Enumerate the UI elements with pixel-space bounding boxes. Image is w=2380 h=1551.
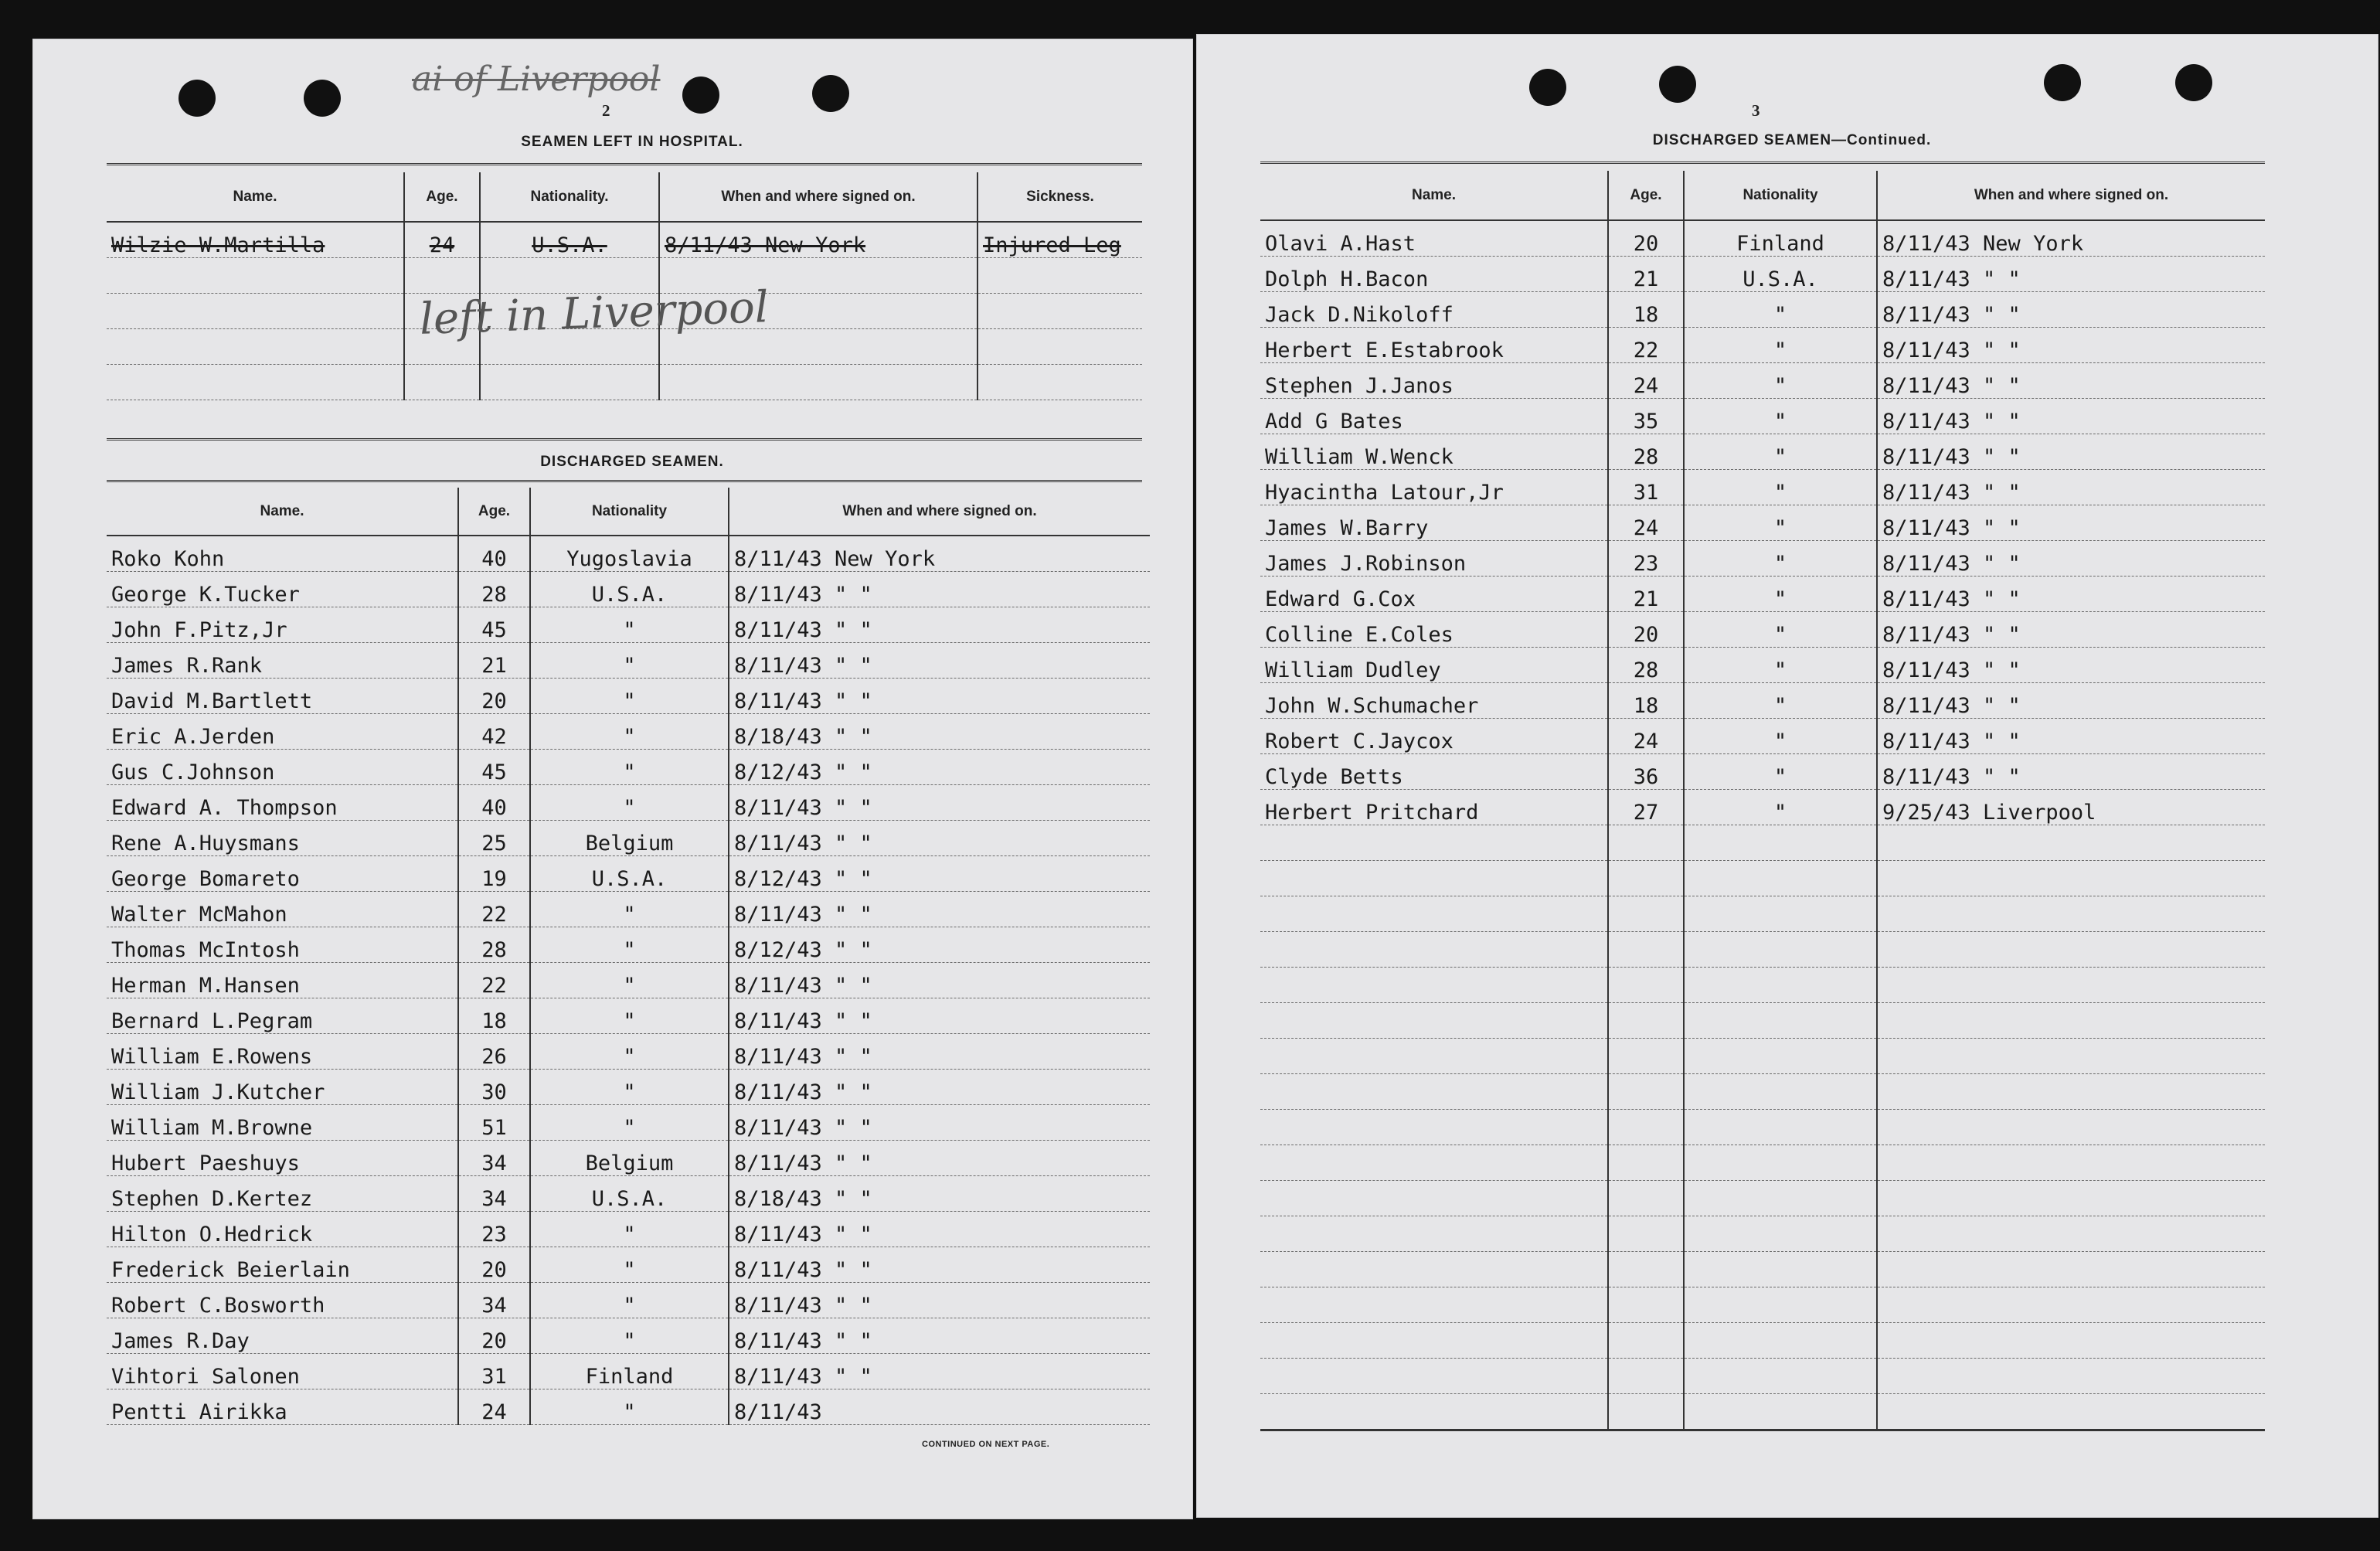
seaman-age: 40 [458,784,530,820]
seaman-nationality: " [1684,505,1877,540]
seaman-nationality: " [530,927,729,962]
column-header: Sickness. [978,172,1142,222]
seaman-signed-on: 8/11/43 " " [1877,682,2265,718]
seaman-signed-on: 8/11/43 New York [729,536,1150,571]
table-row [1260,825,2265,860]
table-row [107,1069,1150,1104]
seaman-age: 28 [458,927,530,962]
table-row [107,222,1142,257]
table-row [1260,1038,2265,1073]
seaman-name: Edward A. Thompson [107,784,458,820]
table-row [1260,1287,2265,1322]
seaman-name: John F.Pitz,Jr [107,607,458,642]
table-row [107,713,1150,749]
seaman-name: Hyacintha Latour,Jr [1260,469,1608,505]
seaman-signed-on: 8/11/43 " " [729,1353,1150,1389]
seaman-signed-on: 8/11/43 " " [1877,505,2265,540]
table-row [107,1211,1150,1247]
seaman-name: Gus C.Johnson [107,749,458,784]
table-row [107,927,1150,962]
seaman-age: 35 [1608,398,1684,434]
binder-hole [2044,64,2081,101]
hospital-bottom-rule [107,438,1142,444]
table-row [107,1033,1150,1069]
seaman-age: 25 [458,820,530,855]
table-row [1260,1145,2265,1180]
seaman-nationality: " [530,607,729,642]
table-row [107,784,1150,820]
seaman-signed-on: 8/11/43 " " [1877,718,2265,753]
table-row [107,962,1150,998]
seaman-age: 22 [458,891,530,927]
table-row [107,571,1150,607]
seaman-signed-on: 8/11/43 " " [1877,398,2265,434]
table-row [107,855,1150,891]
column-header: Age. [458,488,530,536]
seaman-nationality: " [1684,611,1877,647]
seaman-age: 23 [1608,540,1684,576]
discharged-section-title: DISCHARGED SEAMEN. [540,454,724,470]
column-header: Nationality [530,488,729,536]
seaman-nationality: Finland [530,1353,729,1389]
handwritten-top-note: ai of Liverpool [412,60,661,99]
seaman-signed-on: 8/11/43 " " [1877,434,2265,469]
seaman-age: 20 [1608,611,1684,647]
seaman-nationality: Belgium [530,1140,729,1175]
seaman-nationality: " [530,713,729,749]
seaman-signed-on: 8/11/43 " " [729,642,1150,678]
seaman-nationality: " [530,642,729,678]
seaman-name: William M.Browne [107,1104,458,1140]
seaman-name: Colline E.Coles [1260,611,1608,647]
seaman-nationality: " [1684,434,1877,469]
binder-hole [812,75,849,112]
table-row [1260,540,2265,576]
seaman-signed-on: 8/11/43 " " [729,998,1150,1033]
seaman-name: John W.Schumacher [1260,682,1608,718]
seaman-age: 22 [458,962,530,998]
column-header: Name. [107,172,404,222]
seaman-age: 27 [1608,789,1684,825]
seaman-signed-on: 8/11/43 " " [1877,576,2265,611]
seaman-name: Clyde Betts [1260,753,1608,789]
seaman-name: Robert C.Jaycox [1260,718,1608,753]
seaman-nationality: " [530,784,729,820]
seaman-signed-on: 8/11/43 " " [1877,362,2265,398]
table-row [1260,434,2265,469]
seaman-nationality: " [530,1033,729,1069]
seaman-signed-on: 8/11/43 " " [729,1033,1150,1069]
seaman-name: Frederick Beierlain [107,1247,458,1282]
table-row [1260,362,2265,398]
seaman-name: William E.Rowens [107,1033,458,1069]
table-row [107,1318,1150,1353]
seaman-age: 21 [1608,576,1684,611]
seaman-signed-on: 8/11/43 " " [729,571,1150,607]
seaman-name: Walter McMahon [107,891,458,927]
seaman-name: Stephen D.Kertez [107,1175,458,1211]
table-row [1260,576,2265,611]
seaman-name: William W.Wenck [1260,434,1608,469]
seaman-age: 18 [1608,291,1684,327]
seaman-name: Thomas McIntosh [107,927,458,962]
table-row [1260,1322,2265,1358]
table-row [107,1353,1150,1389]
binder-hole [682,77,719,114]
seaman-nationality: " [530,962,729,998]
seaman-signed-on: 8/11/43 " " [729,784,1150,820]
seaman-name: Add G Bates [1260,398,1608,434]
seaman-name: James R.Day [107,1318,458,1353]
hospital-section-title: SEAMEN LEFT IN HOSPITAL. [521,134,743,150]
column-header: Nationality. [480,172,659,222]
table-row [1260,1073,2265,1109]
page-number: 3 [1752,101,1760,120]
seaman-nationality: Belgium [530,820,729,855]
table-row [107,1104,1150,1140]
seaman-nationality: U.S.A. [530,571,729,607]
right-page [1196,34,2378,1518]
seaman-age: 26 [458,1033,530,1069]
seaman-signed-on: 8/11/43 " " [1877,611,2265,647]
seaman-nationality: Finland [1684,220,1877,256]
seaman-name: William J.Kutcher [107,1069,458,1104]
seaman-signed-on: 8/11/43 " " [1877,469,2265,505]
seaman-age: 21 [458,642,530,678]
column-header: Nationality [1684,171,1877,220]
seaman-name: William Dudley [1260,647,1608,682]
seaman-age: 24 [1608,362,1684,398]
table-row [107,536,1150,571]
seaman-age: 20 [458,1318,530,1353]
seaman-age: 51 [458,1104,530,1140]
seaman-signed-on: 8/11/43 " " [729,607,1150,642]
table-row [1260,469,2265,505]
seaman-nationality: " [530,1211,729,1247]
seaman-signed-on: 8/11/43 New York [659,222,978,257]
seaman-signed-on: 8/11/43 " " [729,1211,1150,1247]
seaman-signed-on: 8/18/43 " " [729,713,1150,749]
seaman-signed-on: 8/11/43 " " [1877,291,2265,327]
seaman-nationality: " [530,1282,729,1318]
seaman-age: 20 [458,1247,530,1282]
discharged-continued-title: DISCHARGED SEAMEN—Continued. [1652,132,1932,148]
seaman-age: 24 [1608,718,1684,753]
seaman-signed-on: 8/11/43 " " [729,820,1150,855]
seaman-nationality: " [1684,753,1877,789]
seaman-name: Eric A.Jerden [107,713,458,749]
seaman-name: Stephen J.Janos [1260,362,1608,398]
seaman-nationality: " [1684,789,1877,825]
seaman-age: 23 [458,1211,530,1247]
seaman-age: 34 [458,1140,530,1175]
seaman-signed-on: 8/11/43 " " [729,1247,1150,1282]
seaman-age: 24 [404,222,480,257]
seaman-nationality: U.S.A. [530,855,729,891]
table-row [107,642,1150,678]
seaman-nationality: " [530,1318,729,1353]
column-header: When and where signed on. [659,172,978,222]
seaman-name: Dolph H.Bacon [1260,256,1608,291]
seaman-nationality: " [1684,469,1877,505]
seaman-sickness: Injured Leg [978,222,1142,257]
seaman-age: 18 [1608,682,1684,718]
seaman-nationality: " [1684,647,1877,682]
seaman-age: 19 [458,855,530,891]
seaman-signed-on: 8/12/43 " " [729,749,1150,784]
seaman-signed-on: 8/11/43 " " [729,1282,1150,1318]
seaman-signed-on: 8/11/43 " " [729,678,1150,713]
seaman-signed-on: 8/12/43 " " [729,927,1150,962]
table-row [1260,327,2265,362]
seaman-name: Herbert E.Estabrook [1260,327,1608,362]
table-row [1260,1393,2265,1429]
hospital-top-rule [107,163,1142,168]
table-row [107,1247,1150,1282]
continued-note: CONTINUED ON NEXT PAGE. [922,1440,1050,1449]
table-row [1260,753,2265,789]
seaman-age: 24 [458,1389,530,1424]
seaman-signed-on: 8/11/43 [729,1389,1150,1424]
column-header: When and where signed on. [729,488,1150,536]
seaman-name: Edward G.Cox [1260,576,1608,611]
table-row [1260,967,2265,1002]
seaman-signed-on: 8/11/43 " " [729,1104,1150,1140]
table-row [107,749,1150,784]
table-row [1260,398,2265,434]
seaman-age: 18 [458,998,530,1033]
seaman-age: 28 [1608,434,1684,469]
table-row [1260,1180,2265,1216]
seaman-age: 45 [458,607,530,642]
seaman-signed-on: 8/11/43 " " [729,1069,1150,1104]
discharged-top-rule [107,480,1142,485]
column-header: Age. [1608,171,1684,220]
seaman-age: 22 [1608,327,1684,362]
binder-hole [2175,64,2212,101]
table-row [107,607,1150,642]
seaman-name: Bernard L.Pegram [107,998,458,1033]
seaman-name: George K.Tucker [107,571,458,607]
seaman-name: Jack D.Nikoloff [1260,291,1608,327]
seaman-name: Wilzie W.Martilla [107,222,404,257]
table-row [1260,896,2265,931]
binder-hole [1529,69,1566,106]
seaman-nationality: " [1684,682,1877,718]
table-row [107,1389,1150,1424]
seaman-age: 34 [458,1282,530,1318]
seaman-nationality: " [530,678,729,713]
table-row [1260,860,2265,896]
seaman-name: Roko Kohn [107,536,458,571]
seaman-name: Pentti Airikka [107,1389,458,1424]
table-row [107,1140,1150,1175]
seaman-nationality: " [1684,398,1877,434]
table-row [107,998,1150,1033]
table-row [1260,505,2265,540]
seaman-nationality: " [1684,291,1877,327]
seaman-age: 34 [458,1175,530,1211]
seaman-age: 31 [458,1353,530,1389]
seaman-age: 30 [458,1069,530,1104]
seaman-name: Hubert Paeshuys [107,1140,458,1175]
seaman-nationality: " [530,891,729,927]
column-header: Age. [404,172,480,222]
seaman-name: James J.Robinson [1260,540,1608,576]
column-header: When and where signed on. [1877,171,2265,220]
seaman-name: David M.Bartlett [107,678,458,713]
table-row [1260,718,2265,753]
seaman-nationality: " [1684,540,1877,576]
seaman-age: 40 [458,536,530,571]
seaman-nationality: " [530,749,729,784]
table-row [1260,1251,2265,1287]
seaman-nationality: Yugoslavia [530,536,729,571]
seaman-name: Hilton O.Hedrick [107,1211,458,1247]
table-row [107,891,1150,927]
seaman-name: Herbert Pritchard [1260,789,1608,825]
seaman-name: Olavi A.Hast [1260,220,1608,256]
seaman-signed-on: 8/18/43 " " [729,1175,1150,1211]
seaman-nationality: " [1684,362,1877,398]
seaman-age: 45 [458,749,530,784]
seaman-signed-on: 8/11/43 " " [729,1318,1150,1353]
seaman-nationality: " [1684,576,1877,611]
table-row [107,1282,1150,1318]
seaman-signed-on: 8/11/43 " " [729,1140,1150,1175]
right-top-rule [1260,162,2265,167]
seaman-signed-on: 8/11/43 " " [1877,540,2265,576]
seaman-nationality: " [530,1069,729,1104]
seaman-name: James W.Barry [1260,505,1608,540]
seaman-age: 28 [458,571,530,607]
seaman-age: 20 [458,678,530,713]
table-row [107,820,1150,855]
seaman-name: Rene A.Huysmans [107,820,458,855]
seaman-nationality: " [1684,327,1877,362]
binder-hole [178,80,216,117]
handwritten-hospital-note: left in Liverpool [419,282,770,345]
discharged-continued-table [1260,171,2265,1430]
seaman-nationality: U.S.A. [530,1175,729,1211]
table-row [1260,256,2265,291]
seaman-age: 31 [1608,469,1684,505]
table-row [1260,611,2265,647]
column-header: Name. [107,488,458,536]
seaman-age: 28 [1608,647,1684,682]
page-number: 2 [602,101,610,120]
seaman-signed-on: 8/11/43 " " [729,962,1150,998]
table-row [107,1175,1150,1211]
seaman-signed-on: 8/11/43 " " [729,891,1150,927]
binder-hole [304,80,341,117]
seaman-signed-on: 8/12/43 " " [729,855,1150,891]
seaman-signed-on: 9/25/43 Liverpool [1877,789,2265,825]
seaman-nationality: " [1684,718,1877,753]
right-bottom-rule [1260,1429,2265,1431]
binder-hole [1659,66,1696,103]
hospital-table [107,172,1142,400]
table-row [1260,789,2265,825]
seaman-age: 20 [1608,220,1684,256]
seaman-name: Robert C.Bosworth [107,1282,458,1318]
table-row [107,678,1150,713]
column-header: Name. [1260,171,1608,220]
table-row [1260,1216,2265,1251]
seaman-signed-on: 8/11/43 New York [1877,220,2265,256]
table-row [1260,682,2265,718]
table-row [1260,291,2265,327]
seaman-nationality: U.S.A. [1684,256,1877,291]
seaman-signed-on: 8/11/43 " " [1877,327,2265,362]
seaman-name: Vihtori Salonen [107,1353,458,1389]
seaman-age: 24 [1608,505,1684,540]
seaman-nationality: " [530,1389,729,1424]
discharged-table [107,488,1150,1425]
table-row [1260,1358,2265,1393]
left-page [32,39,1193,1519]
table-row [1260,1002,2265,1038]
seaman-name: Herman M.Hansen [107,962,458,998]
seaman-age: 36 [1608,753,1684,789]
seaman-nationality: U.S.A. [480,222,659,257]
seaman-signed-on: 8/11/43 " " [1877,753,2265,789]
seaman-name: George Bomareto [107,855,458,891]
seaman-nationality: " [530,998,729,1033]
seaman-signed-on: 8/11/43 " " [1877,256,2265,291]
seaman-signed-on: 8/11/43 " " [1877,647,2265,682]
seaman-name: James R.Rank [107,642,458,678]
table-row [1260,931,2265,967]
seaman-age: 42 [458,713,530,749]
seaman-nationality: " [530,1247,729,1282]
table-row [1260,647,2265,682]
table-row [1260,220,2265,256]
seaman-nationality: " [530,1104,729,1140]
table-row [1260,1109,2265,1145]
seaman-age: 21 [1608,256,1684,291]
